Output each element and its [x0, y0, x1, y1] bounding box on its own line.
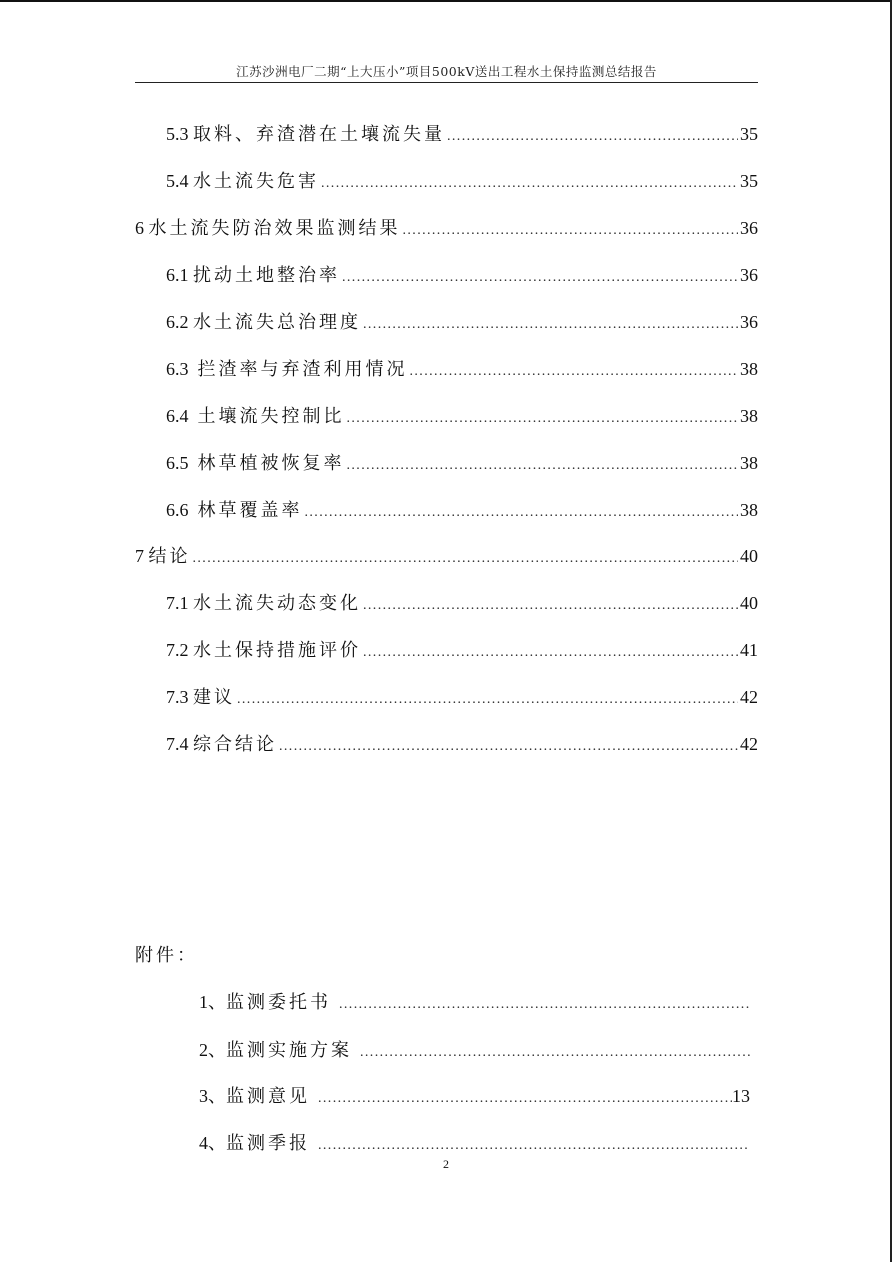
- leader-dots: [193, 551, 739, 567]
- toc-entry-page: 36: [740, 218, 758, 238]
- toc-entry-title: 土壤流失控制比: [197, 406, 345, 427]
- toc-entry-page: 42: [740, 687, 758, 707]
- leader-dots: [403, 223, 739, 239]
- toc-entry-7-2[interactable]: [166, 636, 758, 660]
- toc-entry-page: 35: [740, 124, 758, 144]
- toc-entry-title: 水土保持措施评价: [193, 640, 361, 661]
- toc-entry-6-4[interactable]: [166, 402, 758, 426]
- appendix-item-page: 13: [732, 1086, 750, 1106]
- leader-dots: [363, 598, 738, 614]
- toc-entry-title: 林草植被恢复率: [197, 453, 345, 474]
- appendix-item-2[interactable]: [199, 1036, 750, 1060]
- leader-dots: [447, 129, 738, 145]
- toc-entry-page: 38: [740, 359, 758, 379]
- leader-dots: [318, 1138, 750, 1154]
- appendix-item-4[interactable]: [199, 1129, 750, 1153]
- toc-entry-number: 7.1: [166, 593, 193, 613]
- toc-entry-number: 7.3: [166, 687, 193, 707]
- leader-dots: [279, 739, 738, 755]
- leader-dots: [321, 176, 738, 192]
- toc-entry-title: 结论: [148, 546, 191, 567]
- toc-entry-page: 36: [740, 265, 758, 285]
- toc-entry-title: 拦渣率与弃渣利用情况: [197, 359, 408, 380]
- toc-entry-6[interactable]: [135, 214, 758, 238]
- toc-entry-page: 38: [740, 500, 758, 520]
- toc-entry-number: 6.4: [166, 406, 198, 426]
- toc-entry-page: 42: [740, 734, 758, 754]
- toc-entry-number: 6.3: [166, 359, 198, 379]
- toc-entry-number: 7.2: [166, 640, 193, 660]
- appendix-item-index: 1、: [199, 992, 226, 1012]
- toc-entry-7-4[interactable]: [166, 730, 758, 754]
- leader-dots: [347, 458, 739, 474]
- page-number: 2: [443, 1157, 449, 1171]
- toc-entry-5-4[interactable]: [166, 167, 758, 191]
- appendix-heading: 附件：: [135, 945, 198, 966]
- toc-entry-title: 综合结论: [193, 734, 277, 755]
- header-rule: [135, 82, 758, 83]
- toc-entry-page: 41: [740, 640, 758, 660]
- toc-entry-number: 6.6: [166, 500, 198, 520]
- toc-entry-page: 36: [740, 312, 758, 332]
- toc-entry-page: 38: [740, 453, 758, 473]
- appendix-item-title: 监测委托书: [226, 992, 331, 1013]
- toc-entry-6-6[interactable]: [166, 496, 758, 520]
- leader-dots: [363, 645, 738, 661]
- appendix-item-index: 3、: [199, 1086, 226, 1106]
- toc-entry-number: 6.2: [166, 312, 193, 332]
- toc-entry-number: 5.3: [166, 124, 193, 144]
- toc-entry-number: 5.4: [166, 171, 193, 191]
- toc-entry-title: 水土流失总治理度: [193, 312, 361, 333]
- appendix-item-title: 监测实施方案: [226, 1040, 352, 1061]
- toc-entry-5-3[interactable]: [166, 120, 758, 144]
- toc-entry-page: 35: [740, 171, 758, 191]
- toc-entry-title: 建议: [193, 687, 235, 708]
- toc-entry-title: 扰动土地整治率: [193, 265, 340, 286]
- toc-entry-title: 水土流失动态变化: [193, 593, 361, 614]
- toc-entry-7-1[interactable]: [166, 589, 758, 613]
- running-header: 江苏沙洲电厂二期“上大压小”项目500kV送出工程水土保持监测总结报告: [236, 64, 657, 79]
- toc-entry-6-2[interactable]: [166, 308, 758, 332]
- appendix-item-index: 2、: [199, 1040, 226, 1060]
- toc-entry-title: 水土流失防治效果监测结果: [148, 218, 401, 239]
- toc-entry-number: 6.5: [166, 453, 198, 473]
- appendix-item-3[interactable]: [199, 1082, 750, 1106]
- leader-dots: [363, 317, 738, 333]
- leader-dots: [305, 505, 739, 521]
- toc-entry-page: 38: [740, 406, 758, 426]
- appendix-item-1[interactable]: [199, 988, 750, 1012]
- toc-entry-6-3[interactable]: [166, 355, 758, 379]
- appendix-item-index: 4、: [199, 1133, 226, 1153]
- toc-entry-page: 40: [740, 593, 758, 613]
- toc-entry-title: 取料、弃渣潜在土壤流失量: [193, 124, 445, 145]
- leader-dots: [410, 364, 739, 380]
- appendix-item-title: 监测季报: [226, 1133, 310, 1154]
- page-top-border: [0, 0, 892, 2]
- toc-entry-6-1[interactable]: [166, 261, 758, 285]
- leader-dots: [318, 1091, 732, 1107]
- leader-dots: [339, 997, 750, 1013]
- toc-entry-7-3[interactable]: [166, 683, 758, 707]
- leader-dots: [237, 692, 738, 708]
- toc-entry-number: 6: [135, 218, 149, 238]
- appendix-item-title: 监测意见: [226, 1086, 310, 1107]
- toc-entry-page: 40: [740, 546, 758, 566]
- toc-entry-number: 7.4: [166, 734, 193, 754]
- toc-entry-title: 林草覆盖率: [197, 500, 303, 521]
- leader-dots: [360, 1045, 750, 1061]
- leader-dots: [347, 411, 739, 427]
- toc-entry-6-5[interactable]: [166, 449, 758, 473]
- toc-entry-title: 水土流失危害: [193, 171, 319, 192]
- toc-entry-7[interactable]: [135, 542, 758, 566]
- leader-dots: [342, 270, 738, 286]
- toc-entry-number: 7: [135, 546, 149, 566]
- toc-entry-number: 6.1: [166, 265, 193, 285]
